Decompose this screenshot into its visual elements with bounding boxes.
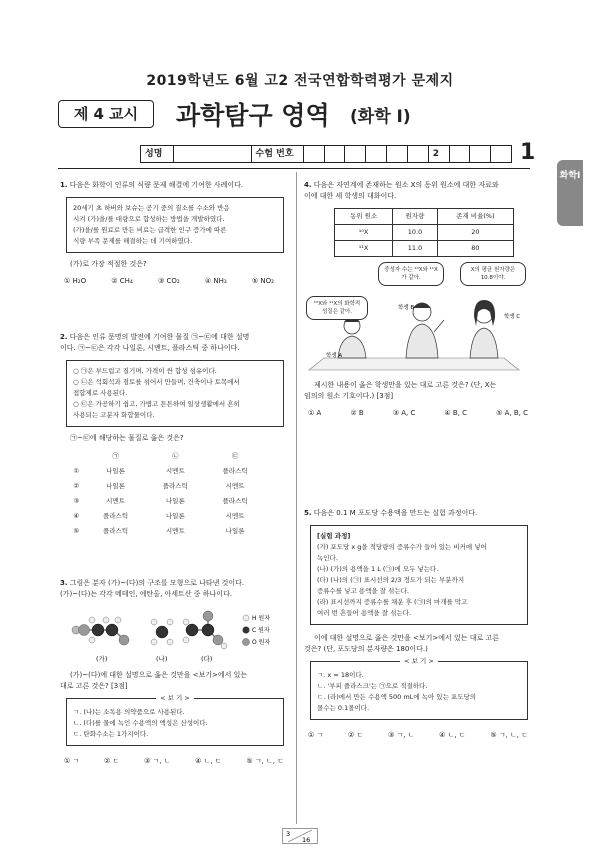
q1-number: 1. xyxy=(60,181,68,189)
q3-bogi-box xyxy=(66,694,284,746)
q3-number: 3. xyxy=(60,579,68,587)
molecule-na xyxy=(151,619,173,645)
q2-cell: 나일론 xyxy=(165,512,185,520)
q5-bogi-title: < 보 기 > xyxy=(400,657,438,665)
q2-box-line: 사용되는 고분자 화합물이다. xyxy=(73,411,155,419)
q4-option-4[interactable]: ④ B, C xyxy=(444,409,468,417)
q5-number: 5. xyxy=(304,509,312,517)
q4-stem-1: 다음은 자연계에 존재하는 원소 X의 동위 원소에 대한 자료와 xyxy=(313,181,499,189)
q2-number: 2. xyxy=(60,333,68,341)
legend-o: O 원자 xyxy=(252,639,271,646)
q2-header: ㉢ xyxy=(231,452,239,460)
q5-option-3[interactable]: ③ ㄱ, ㄴ xyxy=(387,731,415,739)
q4-table-row xyxy=(335,241,514,257)
student-b-label: 학생 B xyxy=(398,305,415,311)
question-4-body xyxy=(304,380,534,419)
q4-option-1[interactable]: ① A xyxy=(308,409,322,417)
q5-step: 증류수를 넣고 용액을 잘 섞는다. xyxy=(317,587,409,595)
q5-bogi-item: 몰수는 0.1몰이다. xyxy=(317,704,370,712)
q5-bogi-item: ㄴ. '부피 플라스크'는 ㉠으로 적절하다. xyxy=(317,682,428,690)
q5-step: 녹인다. xyxy=(317,554,338,562)
student-c-figure xyxy=(470,300,498,358)
q3-bogi-item: ㄱ. (나)는 소독용 의약품으로 사용된다. xyxy=(73,708,185,716)
q3-options xyxy=(64,756,284,767)
q2-cell: 나일론 xyxy=(106,482,125,490)
q4-table-header: 존재 비율(%) xyxy=(437,209,513,225)
q2-cell: 플라스틱 xyxy=(102,512,129,520)
subject-subtitle: (화학 Ⅰ) xyxy=(350,107,411,127)
q1-option-4[interactable]: ④ NH₃ xyxy=(204,277,227,285)
q2-cell: ② xyxy=(73,482,80,490)
q2-box-line: ○ ㉢은 가공하기 쉽고, 가볍고 튼튼하여 일상생활에서 흔히 xyxy=(73,400,240,408)
legend-h: H 원자 xyxy=(252,615,271,622)
exam-number-box-8[interactable] xyxy=(450,146,471,162)
student-c-label: 학생 C xyxy=(504,314,521,320)
name-label: 성명 xyxy=(141,146,174,162)
q2-option-row-5[interactable] xyxy=(68,525,264,538)
page-footer xyxy=(282,828,318,844)
q3-stem-2: (가)~(다)는 각각 메테인, 에탄올, 아세트산 중 하나이다. xyxy=(60,590,233,598)
exam-number-box-1[interactable] xyxy=(304,146,325,162)
question-3 xyxy=(60,578,290,600)
q5-option-2[interactable]: ② ㄷ xyxy=(347,731,364,739)
q5-step: (가) 포도당 x g을 적당량의 증류수가 들어 있는 비커에 넣어 xyxy=(317,543,487,551)
subject-title: 과학탐구 영역 xyxy=(176,101,330,130)
q4-cell: ¹⁰X xyxy=(335,225,393,241)
exam-title: 2019학년도 6월 고2 전국연합학력평가 문제지 xyxy=(146,73,454,89)
q2-cell: 플라스틱 xyxy=(162,482,188,490)
q2-cell: 시멘트 xyxy=(165,467,185,475)
q4-ask-1: 제시한 내용이 옳은 학생만을 있는 대로 고른 것은? (단, X는 xyxy=(314,381,497,389)
exam-number-box-3[interactable] xyxy=(345,146,366,162)
student-b-figure xyxy=(406,303,444,358)
q2-option-row-1[interactable] xyxy=(68,465,264,478)
exam-number-box-9[interactable] xyxy=(470,146,491,162)
q4-number: 4. xyxy=(304,181,312,189)
q3-option-1[interactable]: ① ㄱ xyxy=(64,757,80,765)
question-2 xyxy=(60,332,290,540)
student-a-figure xyxy=(338,317,366,358)
q5-procedure-box xyxy=(310,525,528,625)
q1-option-1[interactable]: ① H₂O xyxy=(64,277,87,285)
exam-number-box-6[interactable] xyxy=(408,146,429,162)
column-divider xyxy=(296,172,297,824)
q2-cell: 플라스틱 xyxy=(102,527,129,535)
q1-box-line: 시켜 (가)을/를 대량으로 합성하는 방법을 개발하였다. xyxy=(73,215,225,223)
name-field[interactable] xyxy=(174,146,252,162)
q2-cell: 시멘트 xyxy=(165,527,185,535)
q4-cell: 20 xyxy=(437,225,513,241)
q4-cell: ¹¹X xyxy=(335,241,393,257)
label-na: (나) xyxy=(156,655,168,663)
exam-number-label: 수험 번호 xyxy=(252,146,304,162)
q1-box-line: 식량 부족 문제를 해결하는 데 기여하였다. xyxy=(73,237,193,245)
q3-ask-1: (가)~(다)에 대한 설명으로 옳은 것만을 <보기>에서 있는 xyxy=(70,671,248,679)
q4-option-3[interactable]: ③ A, C xyxy=(392,409,416,417)
q2-option-row-2[interactable] xyxy=(68,480,264,493)
q2-box-line: ○ ㉠은 부드럽고 질기며, 가격이 싼 합성 섬유이다. xyxy=(73,367,217,375)
molecule-da xyxy=(183,611,227,649)
q4-isotope-table xyxy=(334,208,514,257)
q5-bogi-item: ㄱ. x = 18이다. xyxy=(317,671,364,679)
q1-option-3[interactable]: ③ CO₂ xyxy=(157,277,180,285)
student-c-speech-bubble: X의 평균 원자량은 10.8이야. xyxy=(460,262,526,286)
q4-table-header: 동위 원소 xyxy=(335,209,393,225)
q5-bogi-box xyxy=(310,657,528,720)
q5-step: (나) (가)의 용액을 1 L (㉠)에 모두 넣는다. xyxy=(317,565,439,573)
q4-stem-2: 이에 대한 세 학생의 대화이다. xyxy=(304,192,397,200)
q2-box-line: 접합제로 사용된다. xyxy=(73,389,128,397)
question-5 xyxy=(304,508,534,741)
student-a-label: 학생 A xyxy=(326,353,343,359)
student-b-speech-bubble: 중성자 수는 ¹⁰X와 ¹¹X가 같아. xyxy=(378,262,444,286)
q2-cell: 시멘트 xyxy=(225,482,245,490)
q3-bogi-item: ㄴ. (다)를 물에 녹인 수용액의 액성은 산성이다. xyxy=(73,719,208,727)
q5-option-1[interactable]: ① ㄱ xyxy=(308,731,324,739)
period-badge: 제 4 교시 xyxy=(58,100,154,128)
q2-header: ㉠ xyxy=(112,452,119,460)
q5-stem: 다음은 0.1 M 포도당 수용액을 만드는 실험 과정이다. xyxy=(313,509,478,517)
q4-ask-2: 임의의 원소 기호이다.) [3점] xyxy=(304,392,394,400)
exam-number-box-5[interactable] xyxy=(387,146,408,162)
label-ga: (가) xyxy=(96,655,108,663)
q5-ask-1: 이에 대한 설명으로 옳은 것만을 <보기>에서 있는 대로 고른 xyxy=(314,634,500,642)
q2-option-row-4[interactable] xyxy=(68,510,264,523)
student-a-speech-bubble: ¹⁰X와 ¹¹X의 화학적 성질은 같아. xyxy=(306,296,368,320)
q5-options xyxy=(308,730,528,741)
q3-legend xyxy=(243,614,271,646)
question-3-body xyxy=(60,670,290,767)
q4-options xyxy=(308,408,528,419)
q2-box-line: ○ ㉡은 석회석과 점토를 섞어서 만들며, 건축이나 토목에서 xyxy=(73,378,240,386)
q1-box-line: (가)을/를 원료로 만든 비료는 급격한 인구 증가에 따른 xyxy=(73,226,227,234)
q3-stem-1: 그림은 분자 (가)~(다)의 구조를 모형으로 나타낸 것이다. xyxy=(69,579,245,587)
q2-cell: 나일론 xyxy=(106,467,125,475)
q2-cell: 나일론 xyxy=(165,497,185,505)
q5-step: (라) 표시선까지 증류수를 채운 후 (㉠)의 마개를 막고 xyxy=(317,598,468,606)
q3-option-4[interactable]: ④ ㄴ, ㄷ xyxy=(195,757,222,765)
q1-ask: (가)로 가장 적절한 것은? xyxy=(70,260,147,268)
q3-bogi-item: ㄷ. 탄화수소는 1가지이다. xyxy=(73,730,149,738)
q4-table-row xyxy=(335,225,514,241)
q2-passage-box xyxy=(66,360,284,427)
q4-cell: 10.0 xyxy=(393,225,438,241)
q2-cell: ① xyxy=(73,467,80,475)
q2-option-row-3[interactable] xyxy=(68,495,264,508)
question-4 xyxy=(304,180,534,257)
q3-molecule-figure xyxy=(66,608,286,664)
q2-ask: ㉠~㉢에 해당하는 물질로 옳은 것은? xyxy=(70,434,184,442)
label-da: (다) xyxy=(201,655,213,663)
q2-options-table xyxy=(66,448,266,540)
page-number: 1 xyxy=(520,140,536,165)
header-rule xyxy=(58,168,530,169)
exam-number-box-10[interactable] xyxy=(491,146,511,162)
q3-ask-2: 대로 고른 것은? [3점] xyxy=(60,682,128,690)
table-illustration xyxy=(309,358,519,370)
q2-cell: 플라스틱 xyxy=(222,497,248,505)
q3-bogi-title: < 보 기 > xyxy=(156,694,194,702)
name-exam-number-row xyxy=(140,145,512,163)
q3-option-2[interactable]: ② ㄷ xyxy=(103,757,120,765)
exam-number-box-4[interactable] xyxy=(366,146,387,162)
exam-number-box-2[interactable] xyxy=(325,146,346,162)
q4-option-5[interactable]: ⑤ A, B, C xyxy=(496,409,528,417)
q2-stem-2: 이다. ㉠~㉢은 각각 나일론, 시멘트, 플라스틱 중 하나이다. xyxy=(60,344,240,352)
q2-stem-1: 다음은 인류 문명의 발전에 기여한 물질 ㉠~㉢에 대한 설명 xyxy=(69,333,250,341)
q2-cell: ③ xyxy=(73,497,80,505)
q1-option-2[interactable]: ② CH₄ xyxy=(111,277,133,285)
question-1 xyxy=(60,180,290,287)
q5-option-5[interactable]: ⑤ ㄱ, ㄴ, ㄷ xyxy=(490,731,528,739)
exam-number-digit: 2 xyxy=(429,146,450,162)
q5-step: 여러 번 흔들어 용액을 잘 섞는다. xyxy=(317,609,412,617)
q2-cell: 시멘트 xyxy=(106,497,125,505)
q2-cell: 나일론 xyxy=(225,527,245,535)
q5-ask-2: 것은? (단, 포도당의 분자량은 180이다.) xyxy=(304,645,428,653)
q4-cell: 11.0 xyxy=(393,241,438,257)
footer-total: 16 xyxy=(302,836,311,844)
footer-page: 3 xyxy=(286,830,291,838)
q4-cell: 80 xyxy=(437,241,513,257)
molecule-ga xyxy=(72,617,129,645)
q4-table-header: 원자량 xyxy=(393,209,438,225)
q2-cell: 시멘트 xyxy=(225,512,245,520)
q5-box-title: [실험 과정] xyxy=(317,532,351,540)
q4-option-2[interactable]: ② B xyxy=(350,409,364,417)
q2-cell: ④ xyxy=(73,512,80,520)
q3-option-3[interactable]: ③ ㄱ, ㄴ xyxy=(143,757,171,765)
q5-step: (다) (나)의 (㉠) 표시선의 2/3 정도가 되는 부분까지 xyxy=(317,576,465,584)
subject-side-tab: 화학Ⅰ xyxy=(557,160,583,226)
q2-cell: 플라스틱 xyxy=(222,467,248,475)
q3-option-5[interactable]: ⑤ ㄱ, ㄴ, ㄷ xyxy=(246,757,284,765)
q2-cell: ⑤ xyxy=(73,527,80,535)
q1-passage-box xyxy=(66,197,284,253)
q1-stem: 다음은 화학이 인류의 식량 문제 해결에 기여한 사례이다. xyxy=(69,181,244,189)
legend-c: C 원자 xyxy=(252,627,270,634)
q5-option-4[interactable]: ④ ㄴ, ㄷ xyxy=(439,731,466,739)
q5-bogi-item: ㄷ. (라)에서 만든 수용액 500 mL에 녹아 있는 포도당의 xyxy=(317,693,477,701)
q1-options xyxy=(64,276,274,287)
q1-option-5[interactable]: ⑤ NO₂ xyxy=(251,277,274,285)
q1-box-line: 20세기 초 하버와 보슈는 공기 중의 질소를 수소와 반응 xyxy=(73,204,230,212)
q2-header: ㉡ xyxy=(172,452,179,460)
